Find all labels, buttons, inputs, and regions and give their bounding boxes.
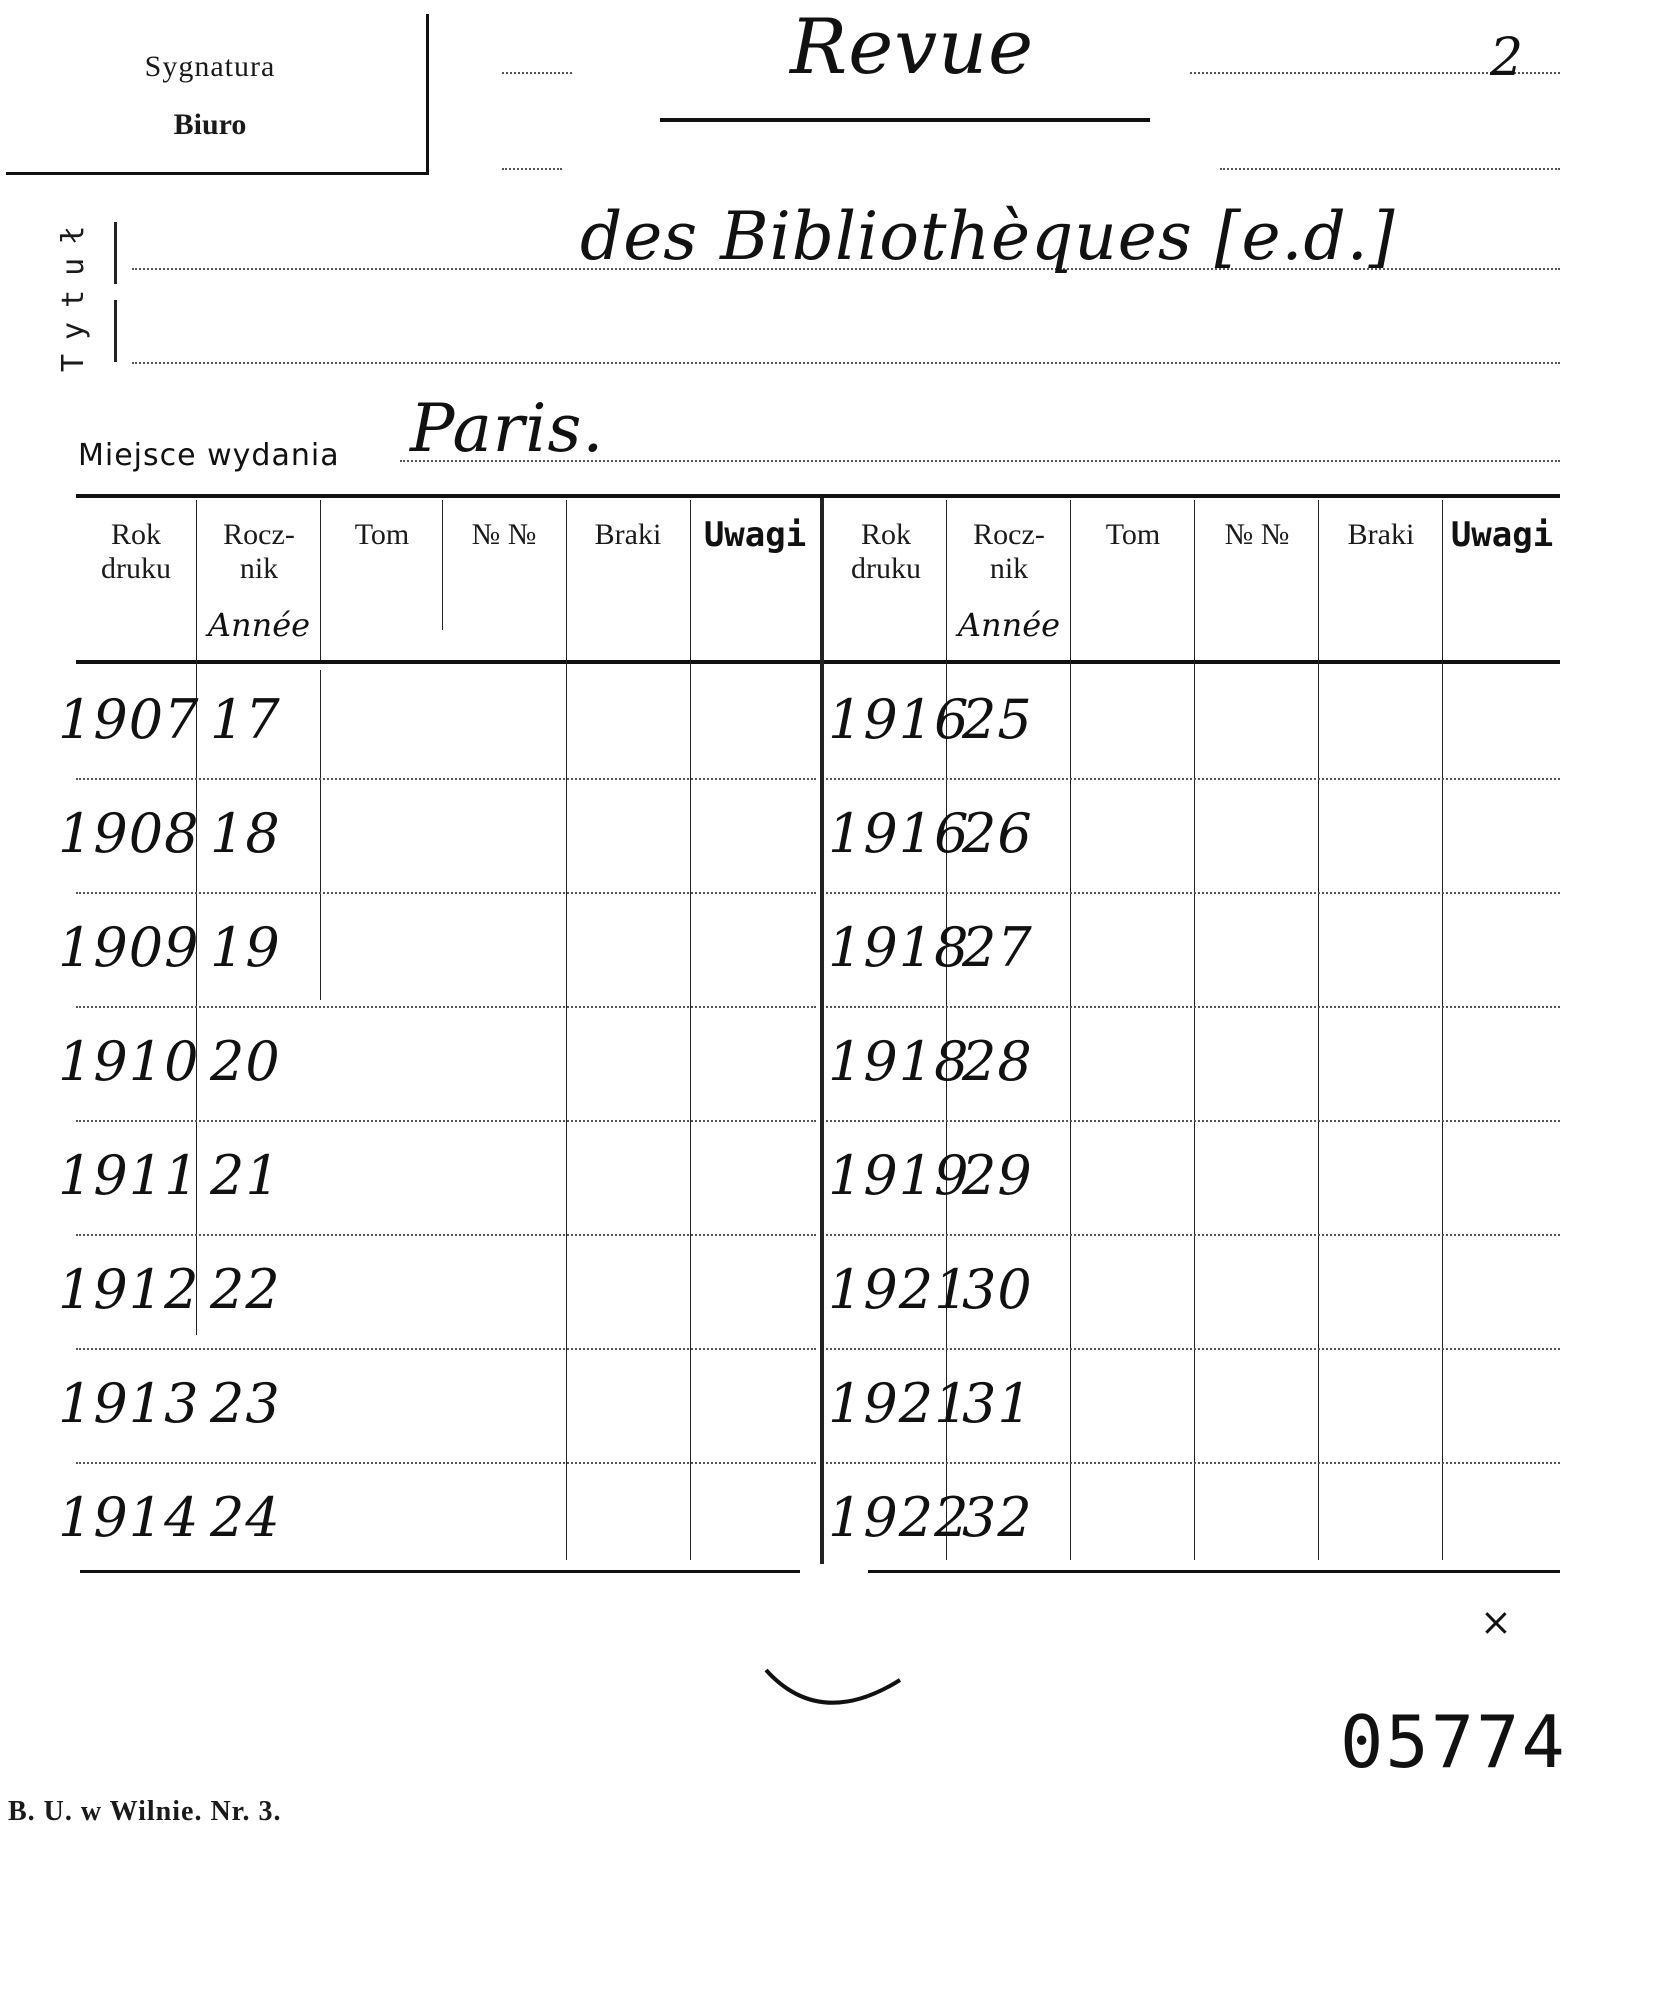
col-sep (566, 500, 567, 1560)
cell-volume: 27 (962, 916, 1033, 979)
col-sep (1194, 500, 1195, 1560)
shelf-number: 05774 (1340, 1700, 1567, 1784)
signature-value: Biuro (173, 108, 247, 141)
row-divider (826, 1120, 1560, 1122)
title-underline (660, 118, 1150, 122)
header-year (76, 518, 196, 586)
header-year-line2: druku (851, 552, 921, 585)
header-volume-line1: Rocz- (973, 518, 1045, 551)
place-dotted-line (400, 460, 1560, 462)
cell-year: 1916 (828, 802, 970, 865)
row-divider (826, 1006, 1560, 1008)
row-divider (76, 1006, 816, 1008)
header-year-line1: Rok (860, 518, 911, 551)
cell-volume: 21 (210, 1144, 281, 1207)
cell-year: 1908 (58, 802, 200, 865)
col-sep (442, 500, 443, 630)
table-bottom-rule-left (80, 1570, 800, 1573)
cell-volume: 18 (210, 802, 281, 865)
header-annee: Année (207, 606, 311, 644)
title-bracket-bottom (114, 300, 117, 362)
title-line-2 (132, 362, 1560, 364)
row-divider (826, 778, 1560, 780)
title-label: Tytuł (56, 211, 91, 372)
cell-volume: 17 (210, 688, 281, 751)
cell-volume: 28 (962, 1030, 1033, 1093)
header-annee-right: Année (957, 606, 1061, 644)
row-divider (826, 1234, 1560, 1236)
cell-year: 1913 (58, 1372, 200, 1435)
table-header-rule (76, 660, 1560, 664)
row-divider (826, 892, 1560, 894)
cell-year: 1922 (828, 1486, 970, 1549)
cell-volume: 29 (962, 1144, 1033, 1207)
signature-box (6, 14, 429, 175)
signature-label: Sygnatura (144, 50, 276, 83)
cell-volume: 22 (210, 1258, 281, 1321)
cell-volume: 31 (962, 1372, 1033, 1435)
cell-volume: 24 (210, 1486, 281, 1549)
cell-volume: 23 (210, 1372, 281, 1435)
footer-text: B. U. w Wilnie. Nr. 3. (8, 1796, 282, 1827)
place-label: Miejsce wydania (78, 438, 340, 473)
col-sep (320, 670, 321, 1000)
row-divider (76, 778, 816, 780)
cell-year: 1921 (828, 1372, 970, 1435)
row-divider (76, 1462, 816, 1464)
header-tom-right: Tom (1105, 518, 1161, 551)
row-divider (76, 1120, 816, 1122)
row-divider (826, 1462, 1560, 1464)
row-divider (76, 892, 816, 894)
table-bottom-rule-right (868, 1570, 1560, 1573)
curve-mark-icon (760, 1660, 910, 1740)
col-sep (690, 500, 691, 1560)
header-volume-line2: nik (239, 552, 279, 585)
card-number: 2 (1490, 28, 1525, 88)
cell-year: 1918 (828, 916, 970, 979)
header-numbers: № № (471, 518, 537, 551)
cell-year: 1919 (828, 1144, 970, 1207)
header-braki: Braki (594, 518, 662, 551)
row-divider (826, 1348, 1560, 1350)
cell-volume: 25 (962, 688, 1033, 751)
header-braki-right: Braki (1347, 518, 1415, 551)
title-main: Revue (790, 2, 1035, 91)
title-dotted-line-left (502, 72, 572, 74)
header-uwagi-right: Uwagi (1450, 515, 1554, 555)
dotted-line-right-2 (1220, 168, 1560, 170)
header-volume-right (948, 518, 1070, 586)
cell-volume: 20 (210, 1030, 281, 1093)
cell-year: 1912 (58, 1258, 200, 1321)
cell-year: 1910 (58, 1030, 200, 1093)
col-sep (1318, 500, 1319, 1560)
cell-year: 1914 (58, 1486, 200, 1549)
title-bracket-top (114, 222, 117, 284)
check-mark: × (1480, 1600, 1513, 1644)
header-volume-line2: nik (989, 552, 1029, 585)
header-volume (198, 518, 320, 586)
title-line-2-text: des Bibliothèques [e.d.] (580, 198, 1396, 275)
place-value: Paris. (410, 390, 605, 467)
header-year-right (826, 518, 946, 586)
dotted-line-small (502, 168, 562, 170)
cell-volume: 30 (962, 1258, 1033, 1321)
header-year-line1: Rok (110, 518, 161, 551)
header-volume-line1: Rocz- (223, 518, 295, 551)
header-tom: Tom (354, 518, 410, 551)
cell-year: 1909 (58, 916, 200, 979)
table-top-rule (76, 494, 1560, 498)
cell-year: 1921 (828, 1258, 970, 1321)
col-sep (1070, 500, 1071, 1560)
row-divider (76, 1348, 816, 1350)
cell-volume: 26 (962, 802, 1033, 865)
cell-year: 1916 (828, 688, 970, 751)
row-divider (76, 1234, 816, 1236)
col-sep (320, 500, 321, 660)
cell-volume: 32 (962, 1486, 1033, 1549)
cell-year: 1907 (58, 688, 200, 751)
header-uwagi: Uwagi (703, 515, 807, 555)
header-numbers-right: № № (1224, 518, 1290, 551)
cell-year: 1911 (58, 1144, 200, 1207)
header-year-line2: druku (101, 552, 171, 585)
cell-year: 1918 (828, 1030, 970, 1093)
cell-volume: 19 (210, 916, 281, 979)
table-center-divider (820, 498, 824, 1564)
col-sep (1442, 500, 1443, 1560)
